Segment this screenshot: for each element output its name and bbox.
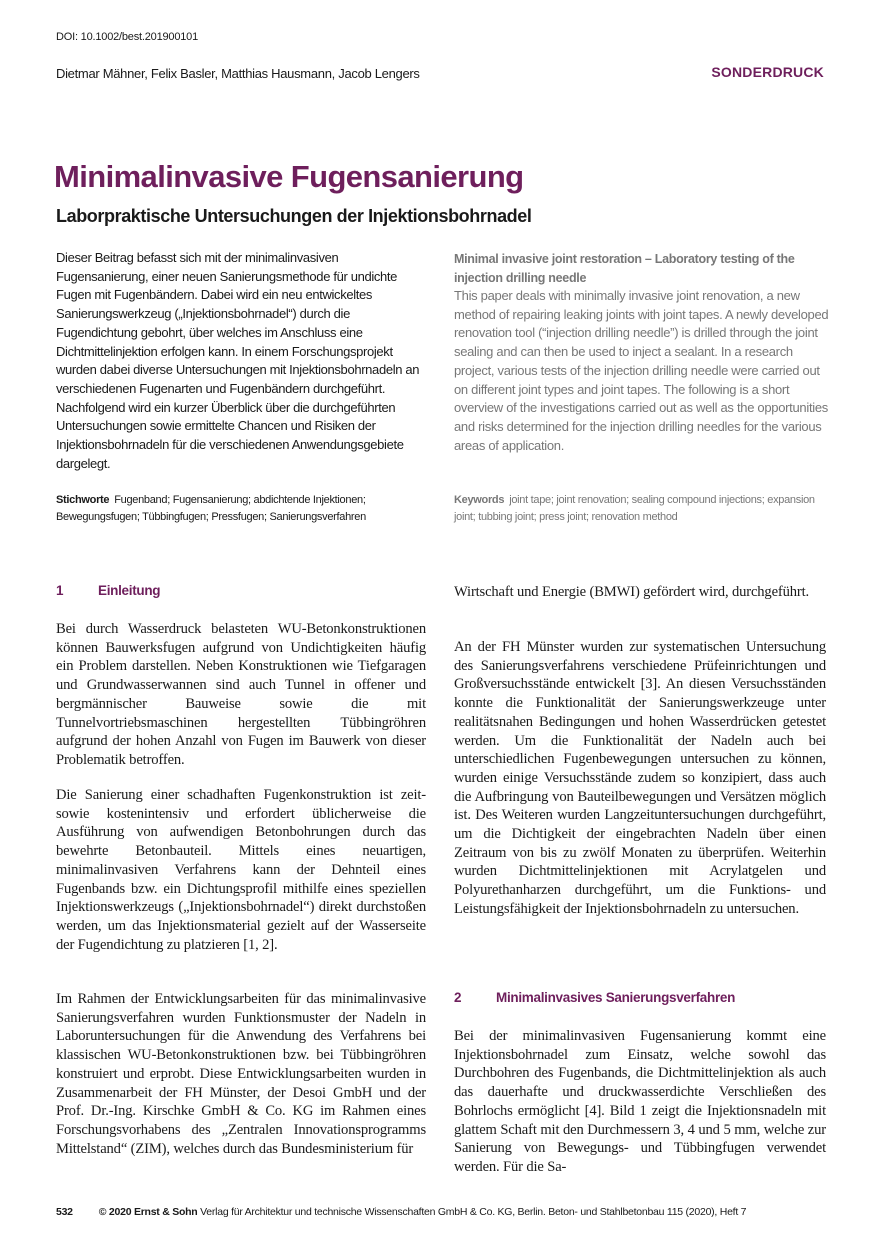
- section-1-title: Einleitung: [98, 583, 161, 598]
- abstract-de: Dieser Beitrag befasst sich mit der minimalinvasiven Fugensanierung, einer neuen Sanierungsmethode für undichte Fugen mit Fugenbändern. Dabei wird ein neu entwickeltes Sanierungswerkzeug („Injektionsbohrnadel“) durch die Fugendichtung gebohrt, über welches im Anschluss eine Dichtmittelinjektion erfolgen kann. In einem Forschungsprojekt wurden dabei diverse Untersuchungen mit Injektionsbohrnadeln an verschiedenen Fugenarten und Fugenbändern durchgeführt. Nachfolgend wird ein kurzer Überblick über die durchgeführten Untersuchungen sowie ermittelte Chancen und Risiken der Injektionsbohrnadeln für die verschiedenen Anwendungsgebiete dargelegt.: [56, 250, 420, 471]
- section-2-number: 2: [454, 990, 462, 1005]
- section-1-paragraph-2: Die Sanierung einer schadhaften Fugenkonstruktion ist zeit- sowie kostenintensiv und erfordert üblicherweise die Ausführung von aufwendigen Betonbohrungen durch das bewehrte Betonbauteil. Mittels eines neuartigen, minimalinvasiven Verfahrens kann der Dehnteil eines Fugenbands bzw. ein Dichtungsprofil mithilfe eines speziellen Injektionswerkzeugs („Injektionsbohrnadel“) direkt durchstoßen werden, um das Injektionsmaterial gezielt auf der Wasserseite der Fugendichtung zu platzieren [1, 2].: [56, 787, 426, 953]
- section-1-paragraph-1: Bei durch Wasserdruck belasteten WU-Betonkonstruktionen können Bauwerksfugen aufgrund von Undichtigkeiten häufig ein Problem darstellen. Neben Konstruktionen wie Tiefgaragen und Grundwasserwannen sind auch Tunnel in offener und bergmännischer Bauweise sowie die mit Tunnelvortriebsmaschinen hergestellten Tübbingröhren aufgrund der hohen Anzahl von Fugen im Bauwerk von dieser Problematik betroffen.: [56, 621, 426, 768]
- section-2-paragraph-1: Bei der minimalinvasiven Fugensanierung kommt eine Injektionsbohrnadel zum Einsatz, welche sowohl das Durchbohren des Fugenbands, die Dichtmittelinjektion als auch das dauerhafte und druckwasserdichte Verschließen des Bohrlochs ermöglicht [4]. Bild 1 zeigt die Injektionsnadeln mit glattem Schaft mit den Durchmessern 3, 4 und 5 mm, welche zur Sanierung von Bewegungs- und Tübbingfugen verwendet werden. Für die Sa-: [454, 1028, 826, 1175]
- keywords-en-text: joint tape; joint renovation; sealing compound injections; expansion joint; tubbing joint; press joint; renovation method: [454, 494, 815, 523]
- section-1-number: 1: [56, 583, 64, 598]
- page-number: 532: [56, 1206, 73, 1218]
- abstract-en-title: Minimal invasive joint restoration – Laboratory testing of the injection drilling needle: [454, 252, 795, 285]
- authors: Dietmar Mähner, Felix Basler, Matthias Hausmann, Jacob Lengers: [56, 66, 420, 81]
- abstract-en: This paper deals with minimally invasive joint renovation, a new method of repairing leaking joints with joint tapes. A newly developed renovation tool (“injection drilling needle”) is drilled through the joint sealing and can then be used to inject a sealant. In a research project, various tests of the injection drilling needle were carried out on different joint types and joint tapes. The following is a short overview of the investigations carried out as well as the opportunities and risks determined for the injection drilling needles for the various areas of application.: [454, 288, 829, 453]
- publication-info: Verlag für Architektur und technische Wissenschaften GmbH & Co. KG, Berlin. Beton- und Stahlbetonbau 115 (2020), Heft 7: [197, 1206, 747, 1218]
- doi: DOI: 10.1002/best.201900101: [56, 31, 198, 43]
- keywords-en-label: Keywords: [454, 494, 505, 506]
- keywords-de-label: Stichworte: [56, 494, 110, 506]
- section-1-paragraph-5: An der FH Münster wurden zur systematischen Untersuchung des Sanierungsverfahrens verschiedene Prüfeinrichtungen und Großversuchsstände entwickelt [3]. An diesen Versuchsständen konnte die Funktionalität der Sanierungswerkzeuge unter realitätsnahen Bedingungen und hohen Wasserdrücken getestet werden. Um die Funktionalität der Nadeln auch bei unterschiedlichen Fugenbewegungen untersuchen zu können, wurden einige Versuchsstände zudem so konzipiert, dass auch die Aufbringung von Bauteilbewegungen und Versätzen möglich ist. Des Weiteren wurden Langzeituntersuchungen durchgeführt, um die Dichtigkeit der eingebrachten Nadeln über einen Zeitraum von bis zu zwölf Monaten zu überprüfen. Weiterhin wurden Dichtmittelinjektionen mit Acrylatgelen und Polyurethanharzen durchgeführt, um die Funktions- und Leistungsfähigkeit der Injektionsbohrnadeln zu untersuchen.: [454, 639, 826, 917]
- section-1-paragraph-3: Im Rahmen der Entwicklungsarbeiten für das minimalinvasive Sanierungsverfahren wurden Funktionsmuster der Nadeln in Laboruntersuchungen für die Anwendung des Verfahrens bei klassischen WU-Betonkonstruktionen bzw. bei Tübbingröhren konstruiert und erprobt. Diese Entwicklungsarbeiten wurden in Zusammenarbeit der FH Münster, der Desoi GmbH und der Prof. Dr.-Ing. Kirschke GmbH & Co. KG im Rahmen eines Forschungsvorhabens des „Zentralen Innovationsprogramms Mittelstand“ (ZIM), welches durch das Bundesministerium für: [56, 991, 426, 1157]
- keywords-de-text: Fugenband; Fugensanierung; abdichtende Injektionen; Bewegungsfugen; Tübbingfugen; Pressfugen; Sanierungsverfahren: [56, 494, 366, 523]
- sonderdruck-label: SONDERDRUCK: [711, 64, 824, 80]
- section-1-heading: [56, 583, 160, 598]
- section-2-title: Minimalinvasives Sanierungsverfahren: [496, 990, 736, 1005]
- keywords-en: [454, 492, 826, 525]
- section-2-heading: [454, 990, 735, 1005]
- article-title: Minimalinvasive Fugensanierung: [54, 159, 524, 194]
- keywords-de: [56, 492, 428, 525]
- article-subtitle: Laborpraktische Untersuchungen der Injektionsbohrnadel: [56, 206, 532, 226]
- footer: [56, 1206, 746, 1218]
- copyright: © 2020 Ernst & Sohn: [98, 1206, 198, 1218]
- section-1-paragraph-4: Wirtschaft und Energie (BMWI) gefördert wird, durchgeführt.: [454, 584, 810, 600]
